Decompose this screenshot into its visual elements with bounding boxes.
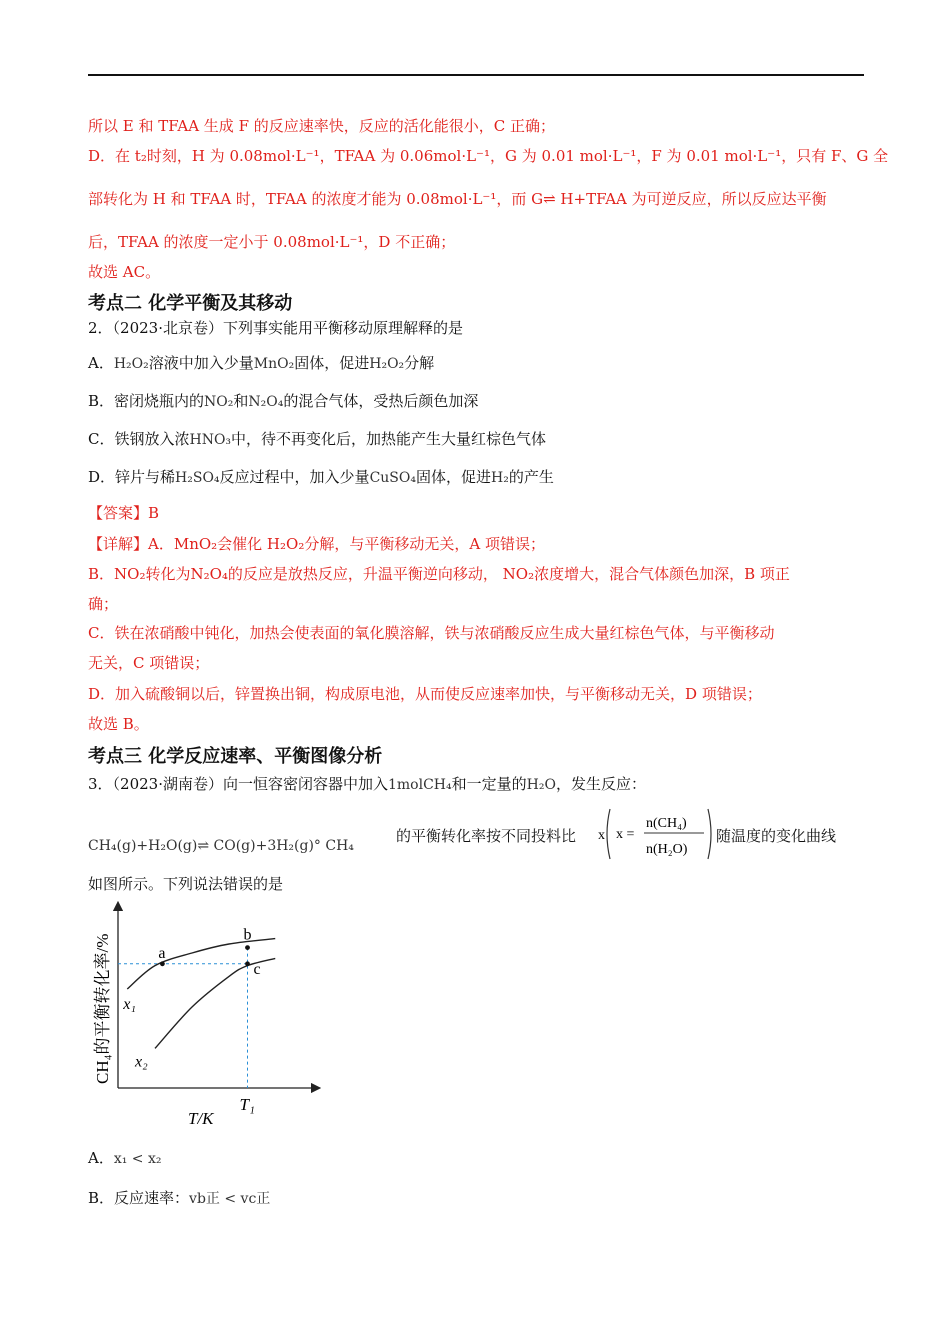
question-3-text-tail: 随温度的变化曲线 xyxy=(716,827,837,845)
explanation-line-1: 【详解】A．MnO₂会催化 H₂O₂分解，与平衡移动无关，A 项错误； xyxy=(88,535,545,553)
x-axis-label: T/K xyxy=(188,1109,214,1128)
solution-line-2: D．在 t₂时刻，H 为 0.08mol·L⁻¹，TFAA 为 0.06mol·L⁻¹，G 为 0.01 mol·L⁻¹，F 为 0.01 mol·L⁻¹，只有 F、G 全 xyxy=(88,147,889,165)
question-3-line-2: 如图所示。下列说法错误的是 xyxy=(88,875,284,893)
point-label-c: c xyxy=(253,960,261,978)
explanation-line-2: B．NO₂转化为N₂O₄的反应是放热反应，升温平衡逆向移动， NO₂浓度增大，混合气体颜色加深，B 项正 xyxy=(88,565,790,583)
left-paren xyxy=(607,809,610,859)
y-axis-label: CH₄的平衡转化率/% xyxy=(93,933,112,1084)
ratio-x-label: x xyxy=(598,828,605,843)
point-a xyxy=(160,961,165,966)
point-c xyxy=(245,961,250,966)
x-tick-label-t1: T₁ xyxy=(239,1095,255,1114)
section-heading-3: 考点三 化学反应速率、平衡图像分析 xyxy=(88,746,383,767)
header-rule xyxy=(88,74,864,76)
explanation-line-6: D．加入硫酸铜以后，锌置换出铜，构成原电池，从而使反应速率加快，与平衡移动无关，D 项错误； xyxy=(88,685,762,703)
question-3-option-a: A．x₁ < x₂ xyxy=(88,1149,162,1167)
point-b xyxy=(245,945,250,950)
question-2-stem: 2．（2023·北京卷）下列事实能用平衡移动原理解释的是 xyxy=(88,319,463,337)
ratio-numerator: n(CH₄) xyxy=(646,816,687,831)
solution-line-3: 部转化为 H 和 TFAA 时，TFAA 的浓度才能为 0.08mol·L⁻¹，而 G⇌ H+TFAA 为可逆反应，所以反应达平衡 xyxy=(88,190,827,208)
ratio-denominator: n(H₂O) xyxy=(646,842,688,857)
series-label-x1: x₁ xyxy=(123,996,136,1013)
question-2-option-a: A．H₂O₂溶液中加入少量MnO₂固体，促进H₂O₂分解 xyxy=(88,354,435,372)
question-3-stem: 3．（2023·湖南卷）向一恒容密闭容器中加入1molCH₄和一定量的H₂O，发生反应： xyxy=(88,775,646,793)
explanation-line-7: 故选 B。 xyxy=(88,715,149,733)
point-label-b: b xyxy=(243,926,252,944)
question-2-option-b: B．密闭烧瓶内的NO₂和N₂O₄的混合气体，受热后颜色加深 xyxy=(88,392,479,410)
point-label-a: a xyxy=(158,944,166,962)
question-3-text: 的平衡转化率按不同投料比 xyxy=(396,827,577,845)
solution-line-1: 所以 E 和 TFAA 生成 F 的反应速率快，反应的活化能很小，C 正确； xyxy=(88,117,555,135)
explanation-line-3: 确； xyxy=(88,595,119,613)
section-heading-2: 考点二 化学平衡及其移动 xyxy=(88,293,293,314)
solution-line-5: 故选 AC。 xyxy=(88,263,161,281)
question-2-option-d: D．锌片与稀H₂SO₄反应过程中，加入少量CuSO₄固体，促进H₂的产生 xyxy=(88,468,554,486)
explanation-line-5: 无关，C 项错误； xyxy=(88,654,210,672)
series-label-x2: x₂ xyxy=(135,1053,148,1071)
solution-line-4: 后，TFAA 的浓度一定小于 0.08mol·L⁻¹，D 不正确； xyxy=(88,233,456,251)
explanation-line-4: C．铁在浓硝酸中钝化，加热会使表面的氧化膜溶解，铁与浓硝酸反应生成大量红棕色气体，与平衡移动 xyxy=(88,624,775,642)
ratio-x-equals: x = xyxy=(616,827,635,842)
reaction-equation: CH₄(g)+H₂O(g)⇌ CO(g)+3H₂(g)° CH₄ xyxy=(88,838,354,854)
question-2-option-c: C．铁钢放入浓HNO₃中，待不再变化后，加热能产生大量红棕色气体 xyxy=(88,430,547,448)
conversion-chart xyxy=(88,898,328,1130)
right-paren xyxy=(708,809,711,859)
question-3-option-b: B．反应速率：vb正 < vc正 xyxy=(88,1189,271,1207)
answer-label: 【答案】B xyxy=(88,504,160,522)
ratio-formula xyxy=(596,805,714,863)
